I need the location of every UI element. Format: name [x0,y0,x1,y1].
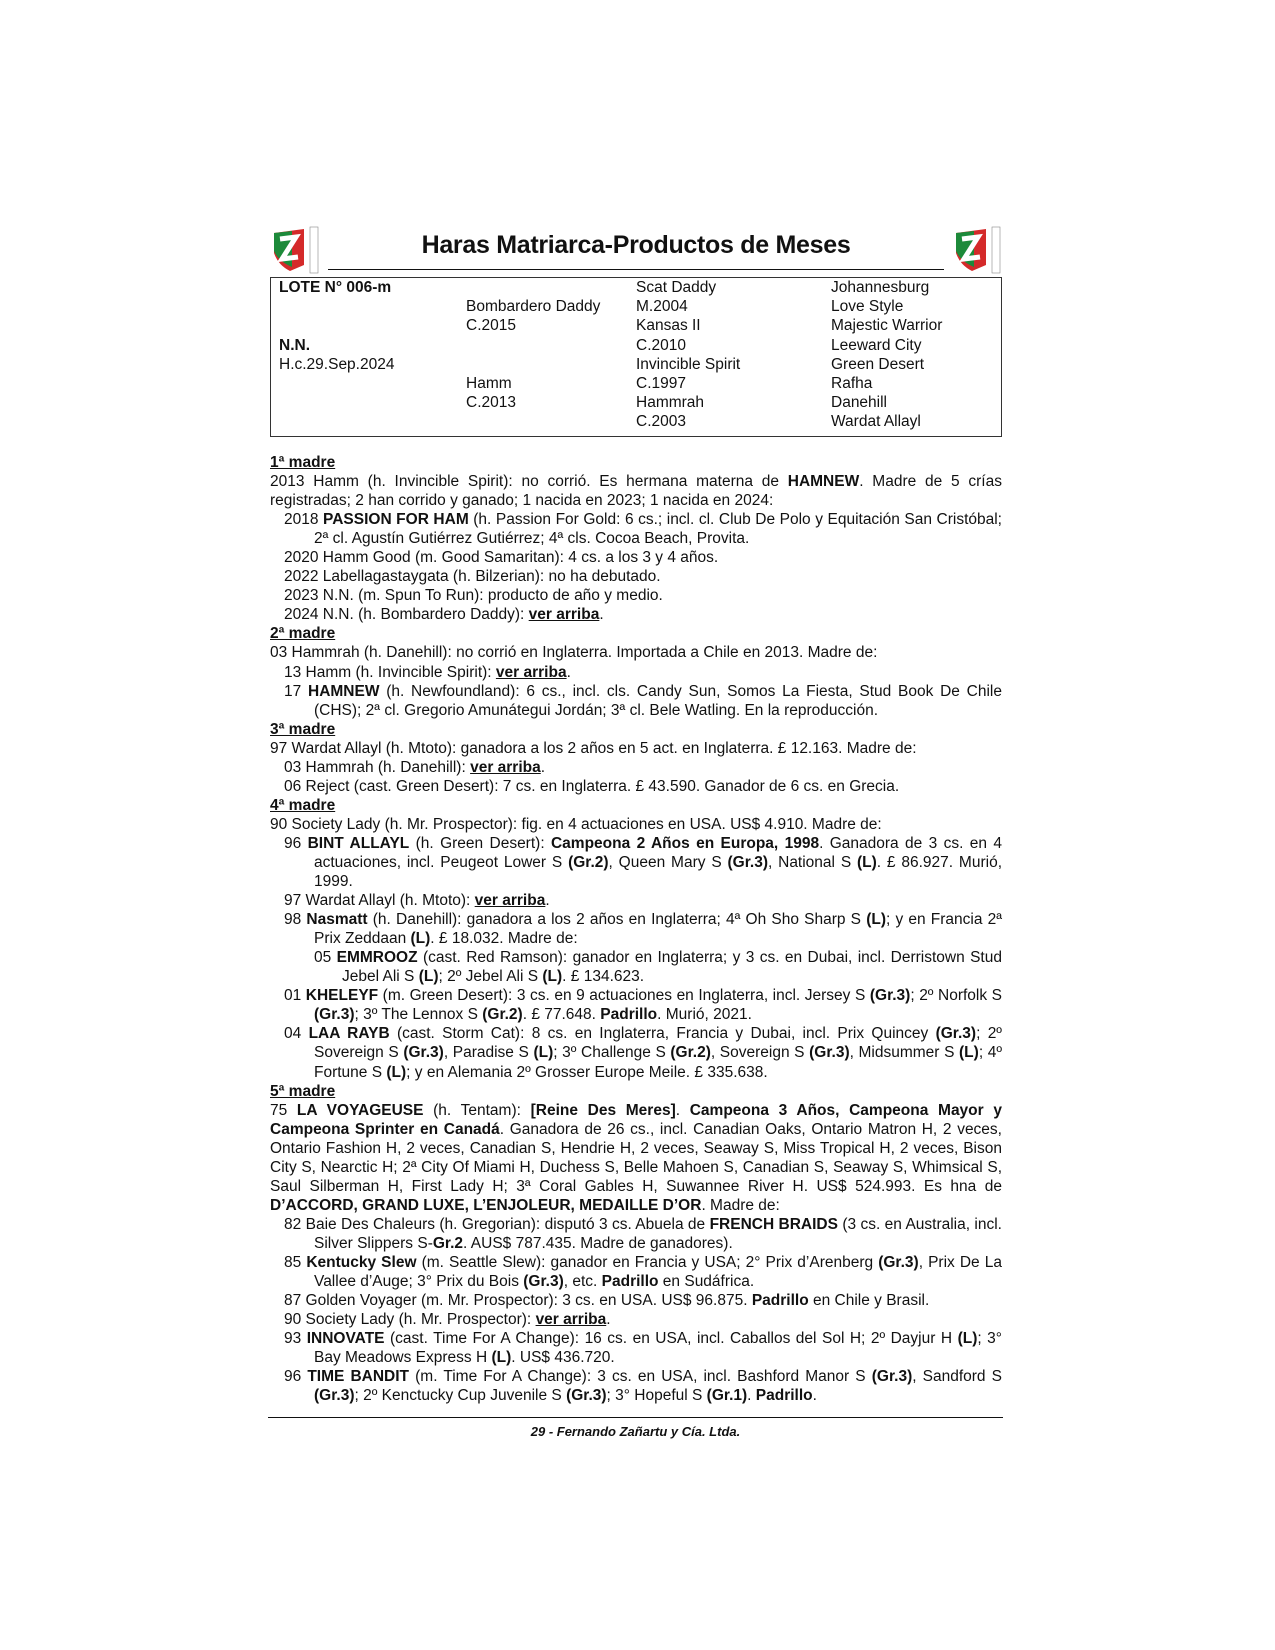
offspring-entry: 03 Hammrah (h. Danehill): ver arriba. [284,758,546,776]
dam-entry: 75 LA VOYAGEUSE (h. Tentam): [Reine Des Meres]. Campeona 3 Años, Campeona Mayor y Campeona Sprinter en Canadá. Ganadora de 26 cs., incl. Canadian Oaks, Ontario Matron H, 2 veces, Ontario Fashion H, 2 veces, Canadian S, Hendrie H, 2 veces, Seaway S, Miss Tropical H, 2 veces, Bison City S, Nearctic H; 2ª City Of Miami H, Duchess S, Belle Mahoen S, Canadian S, Seaway S, Whimsical S, Saul Silberman H, First Lady H; 3ª Coral Gables H, Suwannee River H. US$ 524.993. Es hna de D’ACCORD, GRAND LUXE, L’ENJOLEUR, MEDAILLE D’OR. Madre de: [270,1101,1002,1214]
pedigree-col-1 [279,278,459,374]
pedigree-cell: Majestic Warrior [831,317,943,335]
pedigree-cell: Scat Daddy [636,279,717,296]
dam-entry: 97 Wardat Allayl (h. Mtoto): ganadora a los 2 años en 5 act. en Inglaterra. £ 12.163. Madre de: [270,739,917,757]
section-heading: 5ª madre [270,1082,336,1100]
dam: Hamm [466,374,512,392]
pedigree-cell: Hammrah [636,394,705,412]
section-heading: 1ª madre [270,454,336,471]
title-underline [328,269,944,270]
offspring-entry: 2020 Hamm Good (m. Good Samaritan): 4 cs. a los 3 y 4 años. [284,549,719,567]
pedigree-cell: C.2003 [636,413,686,431]
pedigree-cell [279,316,459,335]
dam-entry: 2013 Hamm (h. Invincible Spirit): no corrió. Es hermana materna de HAMNEW. Madre de 5 crías registradas; 2 han corrido y ganado; 1 nacida en 2023; 1 nacida en 2024: [270,473,1002,510]
offspring-entry: 2024 N.N. (h. Bombardero Daddy): ver arriba. [284,606,604,624]
see-above-link: ver arriba [470,758,541,776]
pedigree-cell: Wardat Allayl [831,413,921,431]
offspring-entry: 2018 PASSION FOR HAM (h. Passion For Gold: 6 cs.; incl. cl. Club De Polo y Equitación San Cristóbal; 2ª cl. Agustín Gutiérrez Gutiérrez; 4ª cls. Cocoa Beach, Provita. [284,511,1002,548]
offspring-entry: 87 Golden Voyager (m. Mr. Prospector): 3 cs. en USA. US$ 96.875. Padrillo en Chile y Brasil. [284,1292,930,1310]
pedigree-cell: Rafha [831,374,873,392]
offspring-entry: 01 KHELEYF (m. Green Desert): 3 cs. en 9 actuaciones en Inglaterra, incl. Jersey S (Gr.3); 2º Norfolk S (Gr.3); 3º The Lennox S (Gr.2). £ 77.648. Padrillo. Murió, 2021. [284,987,1002,1024]
zl-remates-logo-icon [952,225,1002,275]
pedigree-cell [279,297,459,316]
offspring-entry: 96 BINT ALLAYL (h. Green Desert): Campeona 2 Años en Europa, 1998. Ganadora de 3 cs. en 4 actuaciones, incl. Peugeot Lower S (Gr.2), Queen Mary S (Gr.3), National S (L). £ 86.927. Murió, 1999. [284,834,1002,891]
dam-info: C.2013 [466,394,516,412]
offspring-entry: 85 Kentucky Slew (m. Seattle Slew): ganador en Francia y USA; 2° Prix d’Arenberg (Gr.3), Prix De La Vallee d’Auge; 3° Prix du Bois (Gr.3), etc. Padrillo en Sudáfrica. [284,1253,1002,1291]
offspring-entry: 2023 N.N. (m. Spun To Run): producto de año y medio. [284,587,663,605]
pedigree-cell: C.2010 [636,336,686,354]
offspring-entry: 2022 Labellagastaygata (h. Bilzerian): no ha debutado. [284,568,661,586]
offspring-entry: 96 TIME BANDIT (m. Time For A Change): 3 cs. en USA, incl. Bashford Manor S (Gr.3), Sandford S (Gr.3); 2º Kenctucky Cup Juvenile S (Gr.3); 3° Hopeful S (Gr.1). Padrillo. [284,1368,1002,1405]
sire-info: C.2015 [466,317,516,335]
offspring-entry: 97 Wardat Allayl (h. Mtoto): ver arriba. [284,892,550,910]
section-heading: 4ª madre [270,796,336,814]
see-above-link: ver arriba [528,606,600,624]
offspring-entry: 04 LAA RAYB (cast. Storm Cat): 8 cs. en Inglaterra, Francia y Dubai, incl. Prix Quincey (Gr.3); 2º Sovereign S (Gr.3), Paradise S (L); 3º Challenge S (Gr.2), Sovereign S (Gr.3), Midsummer S (L); 4º Fortune S (L); y en Alemania 2º Grosser Europe Meile. £ 335.638. [284,1025,1003,1081]
pedigree-cell [466,278,636,297]
page-footer: 29 - Fernando Zañartu y Cía. Ltda. [530,1424,741,1439]
horse-description: H.c.29.Sep.2024 [279,355,395,373]
offspring-entry: 82 Baie Des Chaleurs (h. Gregorian): disputó 3 cs. Abuela de FRENCH BRAIDS (3 cs. en Australia, incl. Silver Slippers S-Gr.2. AUS$ 787.435. Madre de ganadores). [284,1215,1002,1252]
pedigree-col-3 [636,278,821,432]
dam-entry: 03 Hammrah (h. Danehill): no corrió en Inglaterra. Importada a Chile en 2013. Madre de: [270,644,878,662]
pedigree-cell: Johannesburg [831,279,930,296]
dam-entry: 90 Society Lady (h. Mr. Prospector): fig. en 4 actuaciones en USA. US$ 4.910. Madre de: [270,815,882,833]
lot-number: LOTE N° 006-m [279,279,392,296]
offspring-entry: 93 INNOVATE (cast. Time For A Change): 16 cs. en USA, incl. Caballos del Sol H; 2º Dayjur H (L); 3° Bay Meadows Express H (L). US$ 436.720. [284,1330,1002,1367]
pedigree-cell: Green Desert [831,355,925,373]
pedigree-table [270,277,1002,437]
section-heading: 2ª madre [270,625,336,643]
page-title: Haras Matriarca-Productos de Meses [421,231,851,259]
section-heading: 3ª madre [270,720,336,738]
offspring-entry: 90 Society Lady (h. Mr. Prospector): ver arriba. [284,1311,611,1329]
offspring-entry: 05 EMMROOZ (cast. Red Ramson): ganador en Inglaterra; y 3 cs. en Dubai, incl. Derristown Stud Jebel Ali S (L); 2º Jebel Ali S (L). £ 134.623. [314,949,1002,986]
pedigree-cell: Love Style [831,298,904,316]
see-above-link: ver arriba [474,892,546,910]
pedigree-col-4 [831,278,1001,432]
pedigree-cell: Leeward City [831,336,922,354]
pedigree-cell: C.1997 [636,374,686,392]
offspring-entry: 17 HAMNEW (h. Newfoundland): 6 cs., incl. cls. Candy Sun, Somos La Fiesta, Stud Book De Chile (CHS); 2ª cl. Gregorio Amunátegui Jordán; 3ª cl. Bele Watling. En la reproducción. [284,682,1002,719]
see-above-link: ver arriba [495,663,567,681]
footer-rule [268,1417,1003,1418]
pedigree-col-2 [466,278,636,412]
pedigree-cell: Invincible Spirit [636,355,741,373]
see-above-link: ver arriba [535,1311,607,1329]
horse-name: N.N. [279,336,310,354]
sire: Bombardero Daddy [466,298,601,316]
pedigree-notes [270,453,1002,1405]
pedigree-cell: M.2004 [636,298,688,316]
pedigree-cell: Danehill [831,394,888,412]
pedigree-cell [466,355,636,374]
offspring-entry: 98 Nasmatt (h. Danehill): ganadora a los 2 años en Inglaterra; 4ª Oh Sho Sharp S (L); y en Francia 2ª Prix Zeddaan (L). £ 18.032. Madre de: [284,911,1002,948]
document-page [270,225,1002,1405]
pedigree-cell: Kansas II [636,317,701,335]
page-header [270,225,1002,275]
pedigree-cell [466,336,636,355]
offspring-entry: 06 Reject (cast. Green Desert): 7 cs. en Inglaterra. £ 43.590. Ganador de 6 cs. en Grecia. [284,777,900,795]
offspring-entry: 13 Hamm (h. Invincible Spirit): ver arriba. [284,663,571,681]
